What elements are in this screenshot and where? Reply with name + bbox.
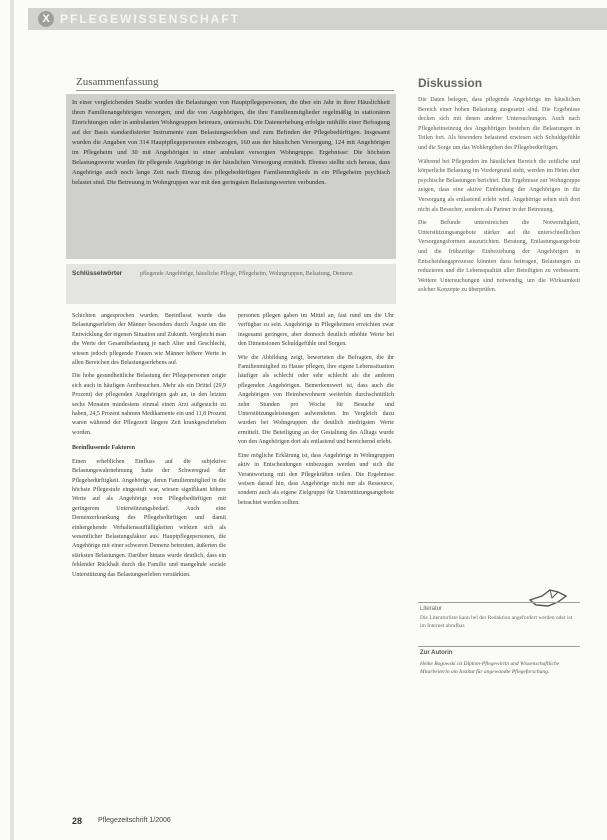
footnote-label: Literatur (420, 606, 443, 612)
body-paragraph: Die hohe gesundheitliche Belastung der Pflegepersonen zeigte sich auch in häufigen Arztbesuchen. Mehr als ein Drittel (29,9 Prozent) der pflegenden Angehörigen gab an, in den letzten sechs Monaten mindestens einmal einen Arzt aufgesucht zu haben, 24,5 Prozent nahmen Medikamente ein und 11,8 Prozent waren während der Pflegezeit längere Zeit krankgeschrieben worden. (72, 373, 226, 436)
discussion-paragraph: Die Daten belegen, dass pflegende Angehörige im häuslichen Bereich einer hohen Belastung ausgesetzt sind. Die Ergebnisse decken sich mit denen anderer Untersuchungen. Auch nach Pflegeheimeinzug des Angehörigen bestehen die Belastungen in Teilen fort. Als besonders belastend erwiesen sich Schuldgefühle und die Sorge um das Wohlergehen des Pflegebedürftigen. (418, 97, 580, 151)
body-paragraph: Einen erheblichen Einfluss auf die subjektive Belastungswahrnehmung hatte der Schweregrad der Pflegebedürftigkeit. Angehörige, deren Familienmitglied in die höchste Pflegestufe eingestuft war, wiesen signifikant höhere Werte auf als Angehörige von Pflegebedürftigen mit geringerem Unterstützungsbedarf. Auch eine Demenzerkrankung des Pflegebedürftigen und damit einhergehende Verhaltensauffälligkeiten wirkten sich als wesentlicher Belastungsfaktor aus. Hauptpflegepersonen, die Angehörige mit einer schweren Demenz betreuten, äußerten die stärksten Belastungen. Darüber hinaus wurde deutlich, dass ein fehlender Rückhalt durch die Familie und mangelnde soziale Unterstützung das Belastungserleben verstärkten. (72, 458, 226, 578)
footnote-divider (418, 602, 580, 603)
section-title: PFLEGEWISSENSCHAFT (60, 12, 241, 26)
body-paragraph: Schichten angesprochen wurden. Beeinflusst wurde das Belastungserleben der Männer besonders durch Ängste um die Entwicklung der eigenen Situation und Zukunft. Vergleicht man die Werte der Gesamtbelastung je nach Alter und Geschlecht, wiesen jedoch pflegende Frauen wie Männer höhere Werte in allen Bereichen des Belastungserlebens auf. (72, 313, 226, 367)
discussion-heading: Diskussion (418, 76, 483, 90)
keywords-label: Schlüsselwörter (72, 270, 123, 277)
author-divider (418, 646, 580, 647)
body-column-middle (238, 312, 394, 807)
author-label: Zur Autorin (420, 650, 453, 656)
body-paragraph: personen pflegen gaben im Mittel an, fast rund um die Uhr verfügbar zu sein. Angehörige in Pflegeheimen erreichten zwar insgesamt geringere, aber dennoch deutlich erhöhte Werte bei den Dimensionen Schuldgefühle und Sorgen. (238, 313, 394, 348)
body-paragraph: Wie die Abbildung zeigt, bewerteten die Befragten, die ihr Familienmitglied zu Hause pflegen, ihre eigene Lebenssituation häufiger als schlecht oder sehr schlecht als die anderen pflegenden Angehörigen. Bemerkenswert ist, dass auch die Angehörigen von Heimbewohnern weiterhin durchschnittlich zehn Stunden pro Woche für Besuche und Unterstützungsleistungen aufwendeten. Im Vergleich dazu wurden bei Wohngruppen die deutlich niedrigsten Werte ermittelt. Die Beteiligung an der Gestaltung des Alltags wurde von den Angehörigen dort als entlastend und bereichernd erlebt. (238, 354, 394, 446)
summary-heading: Zusammenfassung (76, 76, 394, 91)
body-paragraph: Eine mögliche Erklärung ist, dass Angehörige in Wohngruppen aktiv in Entscheidungen einbezogen werden und sich die Verantwortung mit den Pflegekräften teilen. Die Ergebnisse weisen darauf hin, dass Angehörige nicht nur als Ressource, sondern auch als eigene Zielgruppe für Unterstützungsangebote betrachtet werden sollten. (238, 452, 394, 506)
discussion-paragraph: Die Befunde unterstreichen die Notwendigkeit, Unterstützungsangebote stärker auf die unterschiedlichen Versorgungsformen auszurichten. Beratung, Entlastungsangebote und die frühzeitige Einbeziehung der Angehörigen in Entscheidungsprozesse könnten dazu beitragen, Belastungen zu reduzieren und die Lebensqualität aller Beteiligten zu verbessern. Weitere Untersuchungen sind notwendig, um die Wirksamkeit solcher Konzepte zu überprüfen. (418, 220, 580, 294)
journal-name: Pflegezeitschrift 1/2006 (98, 817, 171, 824)
subheading-factors: Beeinflussende Faktoren (72, 445, 136, 452)
author-text: Heike Rogowski ist Diplom-Pflegewirtin und Wissenschaftliche Mitarbeiterin am Institut für angewandte Pflegeforschung. (420, 661, 560, 675)
pointing-hand-icon (528, 586, 568, 610)
section-logo-icon: X (38, 11, 54, 27)
discussion-column (418, 96, 580, 571)
body-column-left (72, 312, 226, 807)
page-edge-shadow (10, 0, 14, 840)
discussion-paragraph: Während bei Pflegenden im häuslichen Bereich die zeitliche und körperliche Belastung im Vordergrund steht, werden im Heim eher psychische Belastungen berichtet. Die Ergebnisse zur Wohngruppe zeigen, dass eine aktive Einbindung der Angehörigen in die Versorgung als entlastend erlebt wird. Angehörige sehen sich dort nicht als Besucher, sondern als Partner in der Betreuung. (418, 158, 580, 213)
page-number: 28 (72, 816, 83, 826)
abstract-text: In einer vergleichenden Studie wurden die Belastungen von Hauptpflegepersonen, die über ein Jahr in ihrer Häuslichkeit ihren Familienangehörigen versorgen, und die von Angehörigen, die ihre Familienmitglieder regelmäßig in stationären Einrichtungen oder in ambulanten Wohngruppen betreuen, untersucht. Die Datenerhebung erfolgte mithilfe einer Befragung auf der Basis standardisierter Instrumente zum Belastungserleben und zum Befinden der Pflegebedürftigen. Insgesamt wurden die Angaben von 314 Hauptpflegepersonen einbezogen, 160 aus der häuslichen Versorgung, 124 mit Angehörigen im Pflegeheim und 30 mit Angehörigen in einer ambulant versorgten Wohngruppe. Ergebnisse: Die höchsten Belastungswerte wurden für pflegende Angehörige in der häuslichen Versorgung ermittelt. Ebenso stellte sich heraus, dass Angehörige auch noch lange Zeit nach Einzug des pflegebedürftigen Familienmitglieds in ein Pflegeheim psychisch belastet sind. Die Betreuung in Wohngruppen war mit den geringsten Belastungswerten verbunden. (72, 99, 390, 186)
footnote-text: Die Literaturliste kann bei der Redaktion angefordert werden oder ist im Internet abrufbar. (420, 615, 573, 629)
keywords-text: pflegende Angehörige, häusliche Pflege, Pflegeheim, Wohngruppen, Belastung, Demenz (140, 271, 353, 277)
